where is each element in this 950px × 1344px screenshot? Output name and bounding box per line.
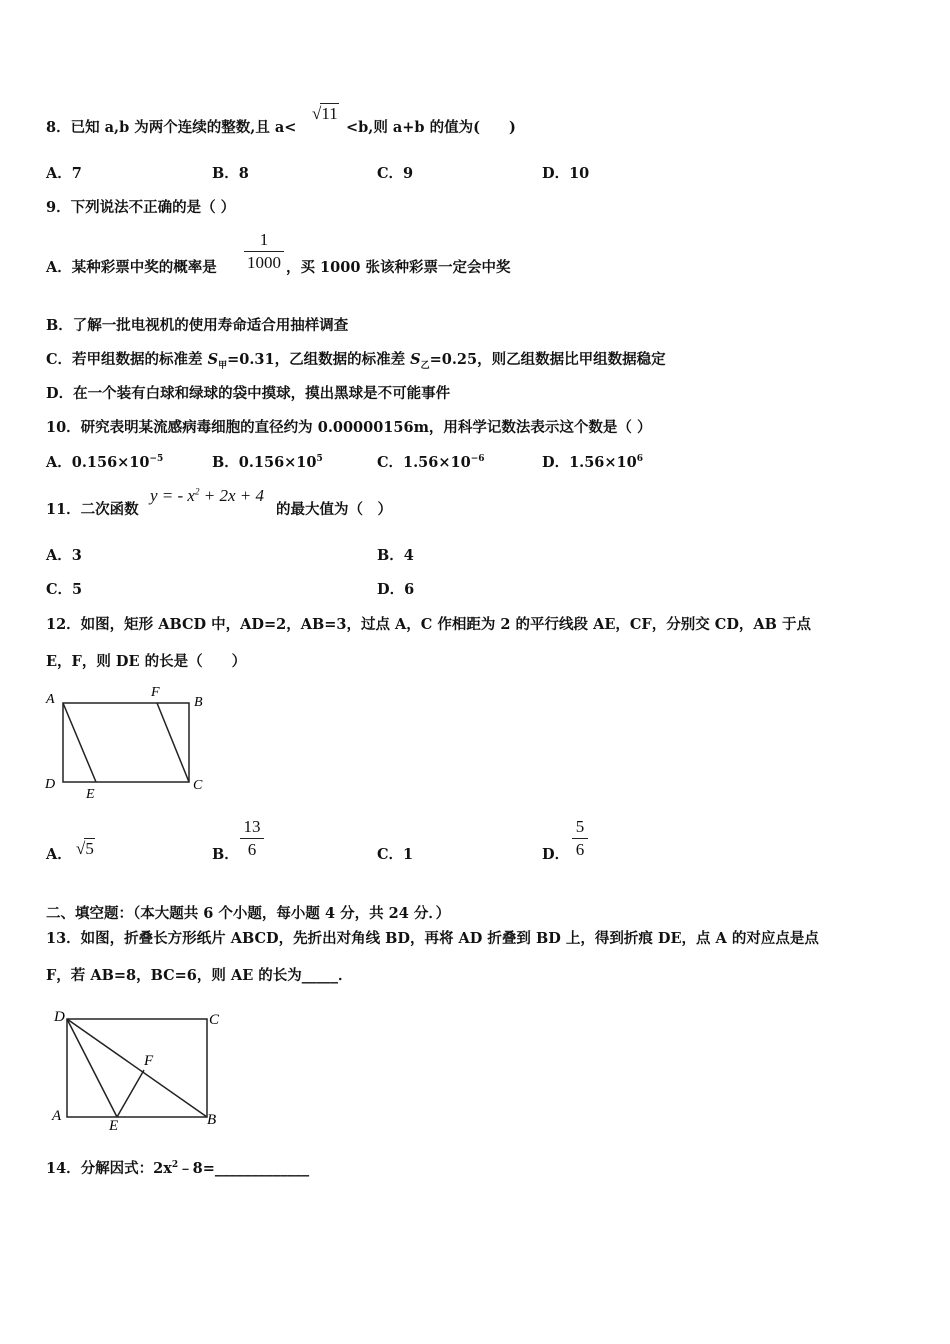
q9-option-a-before: A．某种彩票中奖的概率是 [46, 259, 217, 276]
q13-diagonal-bd [67, 1019, 207, 1117]
section-heading: 二、填空题：（本大题共 6 个小题，每小题 4 分，共 24 分．） [46, 905, 451, 922]
q9-option-a-fraction [244, 230, 284, 273]
q9-option-c-part3: =0.25，则乙组数据比甲组数据稳定 [429, 351, 666, 368]
q13-figure [48, 1006, 230, 1132]
q8-option-d: D．10 [542, 165, 590, 182]
q10-option-d-exp: 6 [636, 454, 643, 465]
q14-stem-after: ﹣8=_____________ [178, 1160, 310, 1177]
q9-option-d: D．在一个装有白球和绿球的袋中摸球，摸出黑球是不可能事件 [46, 385, 451, 402]
q12-label-e: E [86, 787, 95, 801]
q12-label-f: F [151, 685, 160, 700]
q12-segment-ae [63, 703, 96, 782]
q8-option-b: B．8 [212, 165, 249, 182]
q12-label-a: A [46, 692, 55, 707]
q12-option-d-denominator: 6 [575, 840, 585, 859]
q8-option-a: A．7 [46, 165, 82, 182]
q11-formula-exp: 2 [194, 486, 200, 497]
q14-stem-before: 14．分解因式：2x [46, 1160, 172, 1177]
q13-stem-line2: F，若 AB=8，BC=6，则 AE 的长为_____． [46, 967, 353, 984]
q12-label-d: D [45, 777, 56, 792]
q10-option-b-base: B．0.156×10 [212, 454, 317, 471]
q8-option-c: C．9 [377, 165, 414, 182]
q10-option-b-exp: 5 [316, 454, 323, 465]
q12-option-b-fraction [240, 817, 264, 860]
q12-option-d-numerator: 5 [575, 817, 585, 836]
q9-fraction-numerator: 1 [259, 230, 269, 249]
q10-option-d [542, 451, 643, 472]
q12-option-a-label: A． [46, 846, 72, 863]
q13-segment-ef [117, 1070, 144, 1117]
q13-label-c: C [209, 1012, 220, 1028]
q13-crease-de [67, 1019, 117, 1117]
q12-option-d-label: D． [542, 846, 570, 863]
q9-option-c-sub2: 乙 [420, 360, 430, 371]
q13-label-f: F [144, 1053, 154, 1069]
q10-option-b [212, 451, 323, 472]
q11-option-d: D．6 [377, 581, 415, 598]
q9-fraction-denominator: 1000 [247, 253, 281, 272]
q9-option-c-sub1: 甲 [218, 360, 228, 371]
q12-option-d-fraction [572, 817, 588, 860]
q13-label-b: B [207, 1112, 217, 1128]
q12-option-c: C．1 [377, 846, 414, 863]
q11-option-a: A．3 [46, 547, 82, 564]
fraction-bar [244, 251, 284, 252]
q9-option-c-s2: S [410, 351, 421, 368]
q9-option-b: B．了解一批电视机的使用寿命适合用抽样调查 [46, 317, 349, 334]
q14-exp: 2 [171, 1160, 179, 1171]
q11-formula-part2: + 2x + 4 [199, 486, 264, 505]
q9-option-c-part1: C．若甲组数据的标准差 [46, 351, 203, 368]
q11-option-c: C．5 [46, 581, 83, 598]
q12-option-b-numerator: 13 [243, 817, 261, 836]
q8-radicand: 11 [321, 104, 338, 123]
q9-option-a-after: ，买 1000 张该种彩票一定会中奖 [286, 259, 511, 276]
q8-sqrt: √11 [312, 104, 338, 123]
q10-option-a [46, 451, 163, 472]
q13-label-d: D [54, 1009, 65, 1025]
q10-option-d-base: D．1.56×10 [542, 454, 637, 471]
fraction-bar [572, 838, 588, 839]
q12-label-b: B [194, 695, 203, 710]
q12-option-b-label: B． [212, 846, 239, 863]
q12-stem-line1: 12．如图，矩形 ABCD 中，AD=2，AB=3，过点 A，C 作相距为 2 的平行线段 AE，CF，分别交 CD，AB 于点 [46, 616, 811, 633]
q12-option-b-denominator: 6 [247, 840, 257, 859]
q12-label-c: C [193, 778, 203, 793]
q9-option-c-s1: S [207, 351, 219, 368]
q9-option-c-part2: =0.31，乙组数据的标准差 [227, 351, 406, 368]
q11-stem-before: 11．二次函数 [46, 501, 139, 518]
q9-option-c [46, 348, 666, 371]
q9-stem: 9．下列说法不正确的是（ ） [46, 199, 236, 216]
q12-segment-cf [157, 703, 189, 782]
q10-stem: 10．研究表明某流感病毒细胞的直径约为 0.00000156m，用科学记数法表示这个数是（ ） [46, 419, 652, 436]
q13-label-e: E [109, 1118, 119, 1132]
q11-option-b: B．4 [377, 547, 414, 564]
q12-rectangle [63, 703, 189, 782]
q10-option-c [377, 451, 485, 472]
q10-option-c-base: C．1.56×10 [377, 454, 471, 471]
q11-formula-part1: y = - x [150, 486, 195, 505]
q10-option-c-exp: −6 [470, 454, 485, 465]
q13-stem-line1: 13．如图，折叠长方形纸片 ABCD，先折出对角线 BD，再将 AD 折叠到 BD 上，得到折痕 DE，点 A 的对应点是点 [46, 930, 819, 947]
q13-label-a: A [52, 1108, 62, 1124]
q14-stem [46, 1157, 309, 1178]
fraction-bar [240, 838, 264, 839]
q12-option-a-sqrt: √5 [76, 839, 94, 858]
q10-option-a-base: A．0.156×10 [46, 454, 150, 471]
q8-stem [46, 116, 296, 137]
q8-stem-after: <b,则 a+b 的值为( ) [346, 119, 516, 136]
q12-option-a-radicand: 5 [85, 839, 94, 858]
q11-stem-after: 的最大值为（ ） [276, 501, 392, 518]
q8-stem-before: 8．已知 a,b 为两个连续的整数,且 a< [46, 119, 297, 136]
q12-figure [40, 683, 212, 801]
q10-option-a-exp: −5 [149, 454, 164, 465]
q12-stem-line2: E，F，则 DE 的长是（ ） [46, 653, 247, 670]
q11-formula [150, 486, 264, 506]
